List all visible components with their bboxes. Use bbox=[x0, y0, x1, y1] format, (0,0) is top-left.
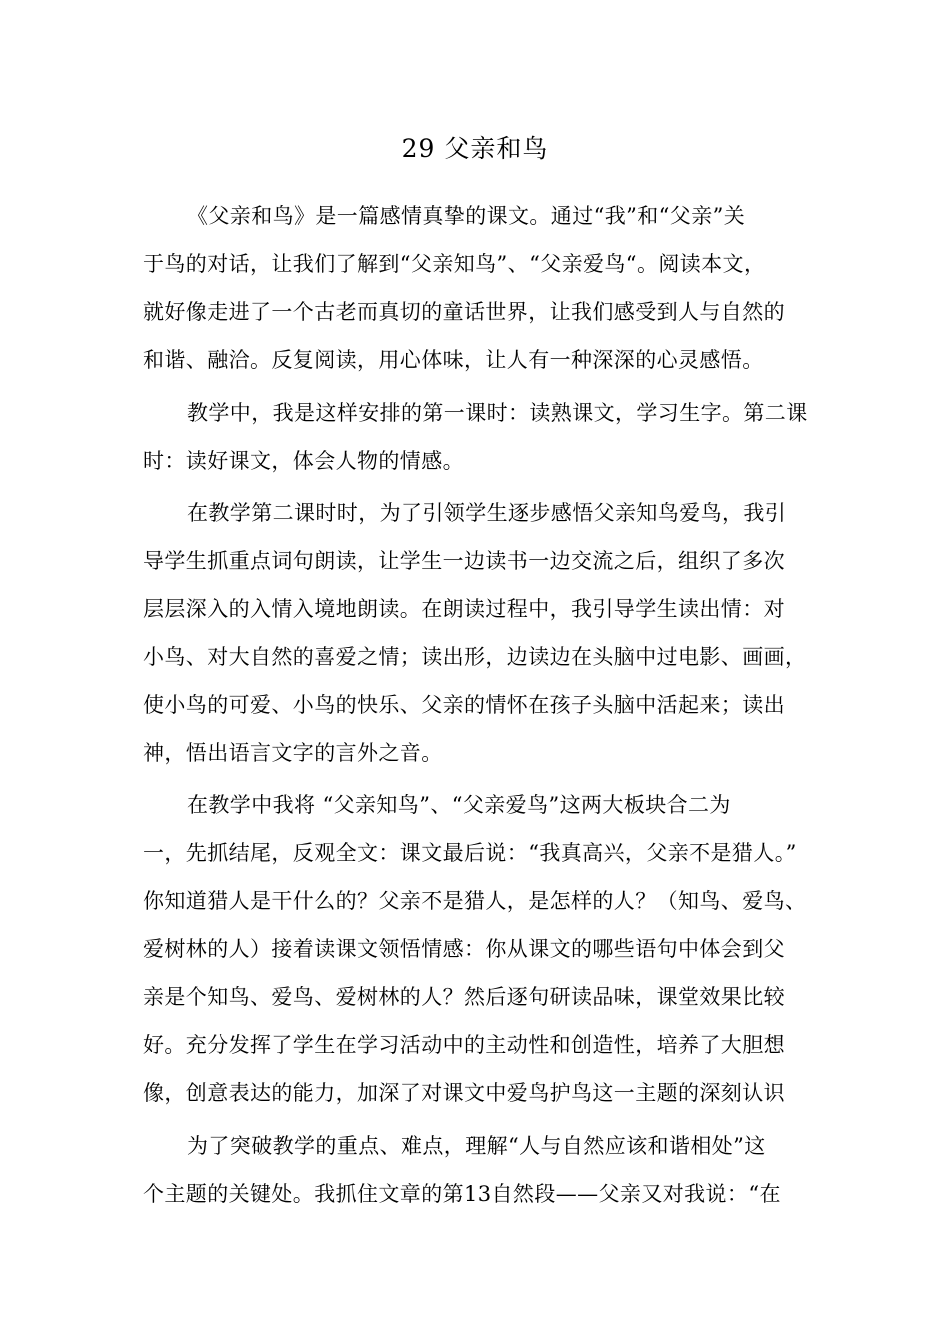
paragraph-line: 导学生抓重点词句朗读，让学生一边读书一边交流之后，组织了多次 bbox=[143, 549, 785, 573]
paragraph-line: 个主题的关键处。我抓住文章的第13自然段——父亲又对我说：“在 bbox=[143, 1182, 781, 1206]
paragraph-line: 在教学第二课时时，为了引领学生逐步感悟父亲知鸟爱鸟，我引 bbox=[187, 501, 787, 525]
paragraph-line: 神，悟出语言文字的言外之音。 bbox=[143, 741, 443, 765]
paragraph-line: 于鸟的对话，让我们了解到“父亲知鸟”、“父亲爱鸟“。阅读本文， bbox=[143, 252, 766, 276]
paragraph-line: 亲是个知鸟、爱鸟、爱树林的人？然后逐句研读品味，课堂效果比较 bbox=[143, 985, 785, 1009]
paragraph-line: 和谐、融洽。反复阅读，用心体味，让人有一种深深的心灵感悟。 bbox=[143, 348, 764, 372]
paragraph-line: 在教学中我将 “父亲知鸟”、“父亲爱鸟”这两大板块合二为 bbox=[187, 793, 731, 817]
paragraph-line: 好。充分发挥了学生在学习活动中的主动性和创造性，培养了大胆想 bbox=[143, 1033, 785, 1057]
paragraph-line: 《父亲和鸟》是一篇感情真挚的课文。通过“我”和“父亲”关 bbox=[187, 204, 746, 228]
paragraph-line: 像，创意表达的能力，加深了对课文中爱鸟护鸟这一主题的深刻认识 bbox=[143, 1081, 785, 1105]
paragraph-line: 你知道猎人是干什么的？父亲不是猎人，是怎样的人？（知鸟、爱鸟、 bbox=[143, 889, 807, 913]
paragraph-line: 就好像走进了一个古老而真切的童话世界，让我们感受到人与自然的 bbox=[143, 300, 785, 324]
paragraph-line: 层层深入的入情入境地朗读。在朗读过程中，我引导学生读出情：对 bbox=[143, 597, 785, 621]
document-title: 29 父亲和鸟 bbox=[401, 134, 549, 163]
paragraph-line: 一，先抓结尾，反观全文：课文最后说：“我真高兴，父亲不是猎人。” bbox=[143, 841, 797, 865]
paragraph-line: 教学中，我是这样安排的第一课时：读熟课文，学习生字。第二课 bbox=[187, 401, 808, 425]
paragraph-line: 爱树林的人）接着读课文领悟情感：你从课文的哪些语句中体会到父 bbox=[143, 937, 785, 961]
paragraph-line: 为了突破教学的重点、难点，理解“人与自然应该和谐相处”这 bbox=[187, 1134, 766, 1158]
paragraph-line: 使小鸟的可爱、小鸟的快乐、父亲的情怀在孩子头脑中活起来；读出 bbox=[143, 693, 785, 717]
paragraph-line: 小鸟、对大自然的喜爱之情；读出形，边读边在头脑中过电影、画画， bbox=[143, 645, 807, 669]
paragraph-line: 时：读好课文，体会人物的情感。 bbox=[143, 449, 464, 473]
